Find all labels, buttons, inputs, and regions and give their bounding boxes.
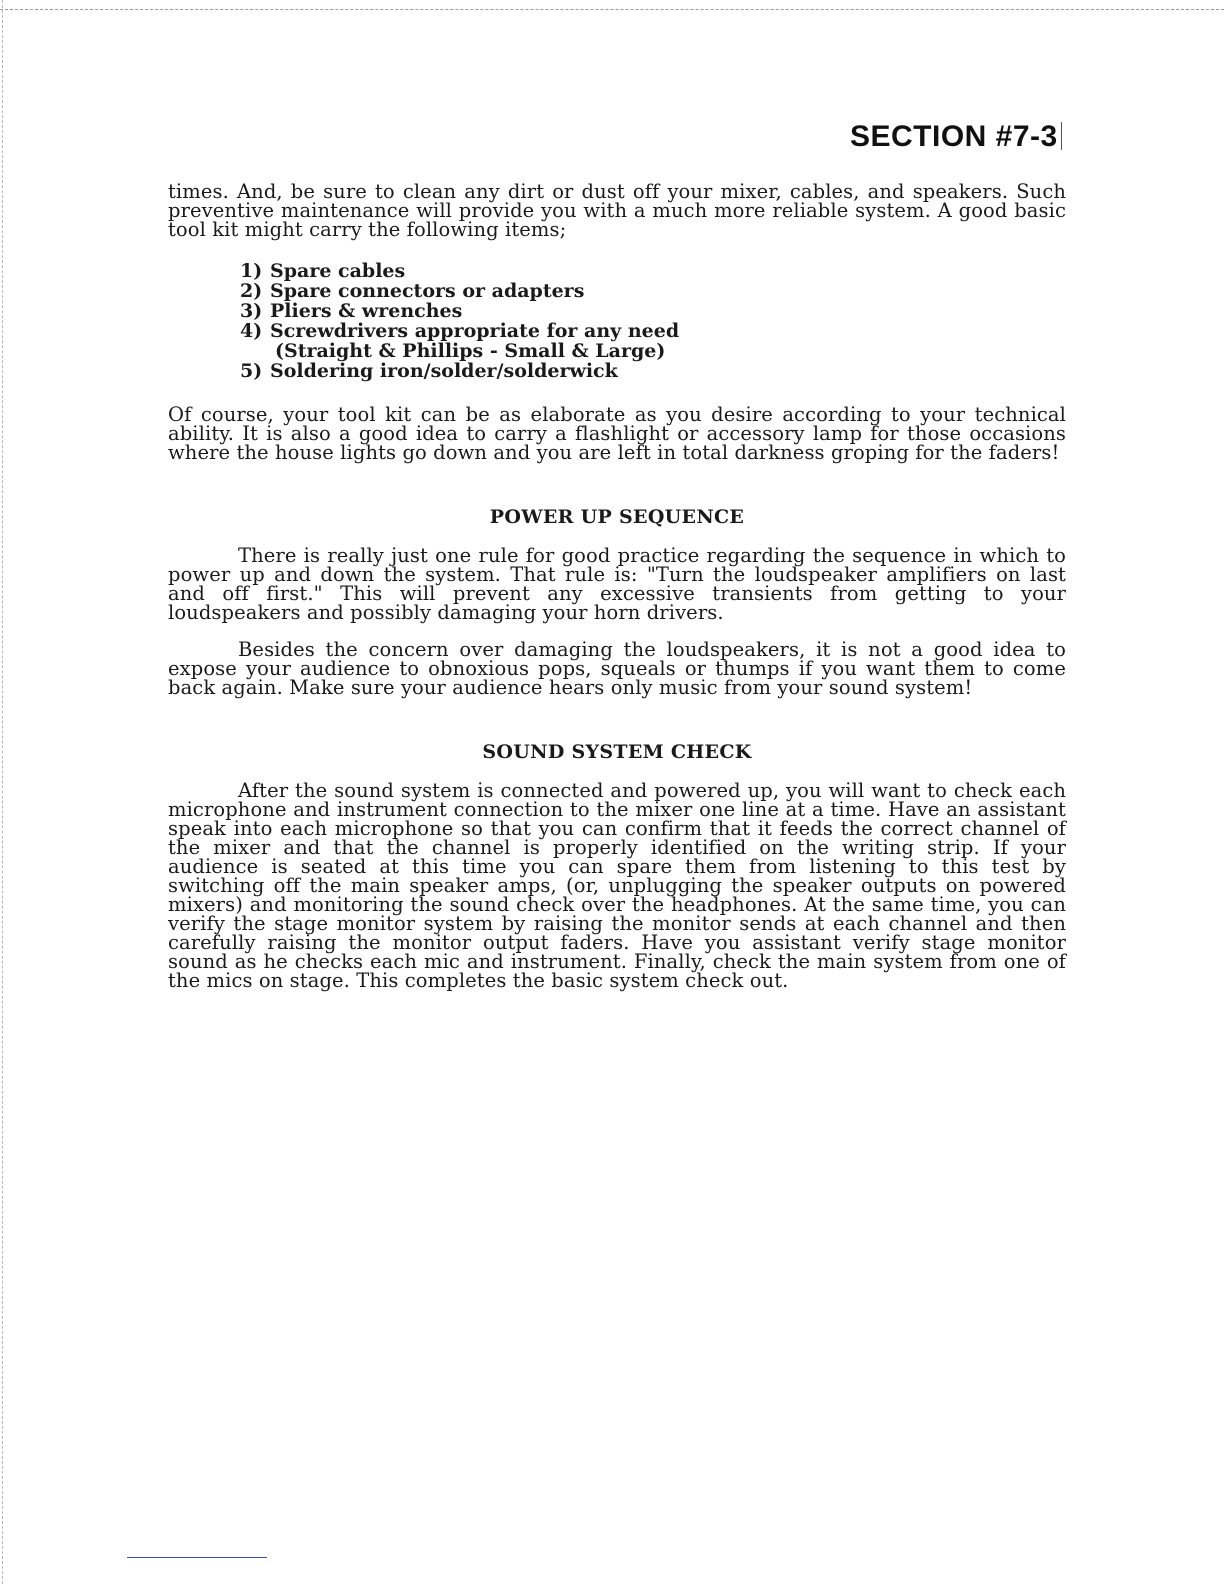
toolkit-note-paragraph: Of course, your tool kit can be as elaborate as you desire according to your technical ability. It is also a good idea to carry a flashlight or accessory lamp for those occasions where the house lights go down and you are left in total darkness groping for the faders! bbox=[168, 403, 1066, 464]
left-scan-edge bbox=[2, 0, 3, 1584]
header-bar bbox=[1061, 122, 1062, 150]
list-item bbox=[240, 301, 1066, 321]
tool-kit-list bbox=[240, 261, 1066, 381]
bottom-footnote-rule bbox=[127, 1557, 267, 1558]
sound-check-paragraph: After the sound system is connected and powered up, you will want to check each microphone and instrument connection to the mixer one line at a time. Have an assistant speak into each microphone so that you can confirm that it feeds the correct channel of the mixer and that the channel is properly identified on the writing strip. If your audience is seated at this time you can spare them from listening to this test by switching off the main speaker amps, (or, unplugging the speaker outputs on powered mixers) and monitoring the sound check over the headphones. At the same time, you can verify the stage monitor system by raising the monitor sends at each channel and then carefully raising the monitor output faders. Have you assistant verify stage monitor sound as he checks each mic and instrument. Finally, check the main system from one of the mics on stage. This completes the basic system check out. bbox=[168, 779, 1066, 992]
power-up-heading: POWER UP SEQUENCE bbox=[489, 506, 745, 528]
list-item-text: Spare cables bbox=[270, 260, 406, 282]
intro-paragraph: times. And, be sure to clean any dirt or dust off your mixer, cables, and speakers. Such preventive maintenance will provide you with a much more reliable system. A good basic tool kit might carry the following items; bbox=[168, 180, 1066, 241]
list-item-number: 1) bbox=[240, 260, 263, 282]
list-item-text: Soldering iron/solder/solderwick bbox=[270, 360, 618, 382]
section-header bbox=[850, 120, 1062, 154]
list-item-continuation: (Straight & Phillips - Small & Large) bbox=[275, 340, 666, 362]
list-item-text: Pliers & wrenches bbox=[270, 300, 463, 322]
list-item bbox=[240, 261, 1066, 281]
top-scan-edge bbox=[0, 9, 1224, 10]
list-item-number: 2) bbox=[240, 280, 263, 302]
list-item bbox=[240, 321, 1066, 361]
list-item-number: 5) bbox=[240, 360, 263, 382]
list-item-text: Spare connectors or adapters bbox=[270, 280, 585, 302]
list-item-number: 3) bbox=[240, 300, 263, 322]
list-item-number: 4) bbox=[240, 320, 263, 342]
power-up-paragraph-2: Besides the concern over damaging the loudspeakers, it is not a good idea to expose your audience to obnoxious pops, squeals or thumps if you want them to come back again. Make sure your audience hears only music from your sound system! bbox=[168, 638, 1066, 699]
section-number: SECTION #7-3 bbox=[850, 120, 1058, 153]
list-item bbox=[240, 361, 1066, 381]
page-content bbox=[168, 182, 1066, 990]
list-item bbox=[240, 281, 1066, 301]
list-item-text: Screwdrivers appropriate for any need bbox=[270, 320, 680, 342]
power-up-paragraph-1: There is really just one rule for good practice regarding the sequence in which to power up and down the system. That rule is: "Turn the loudspeaker amplifiers on last and off first." This will prevent any excessive transients from getting to your loudspeakers and possibly damaging your horn drivers. bbox=[168, 544, 1066, 624]
sound-check-heading: SOUND SYSTEM CHECK bbox=[482, 741, 752, 763]
